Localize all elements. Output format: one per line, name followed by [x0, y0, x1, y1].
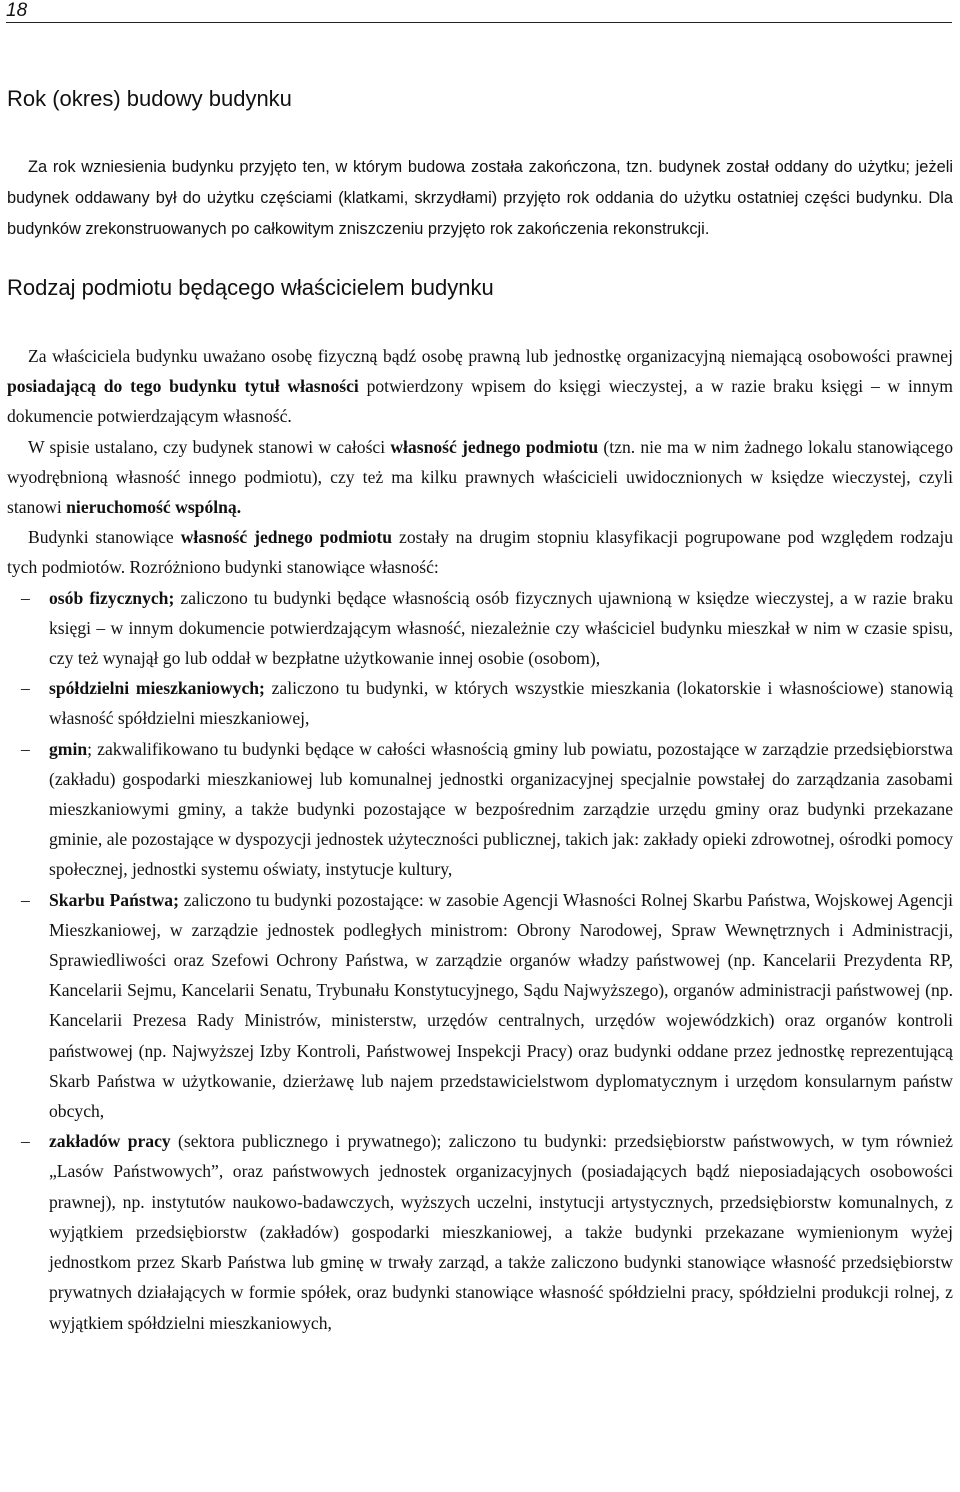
list-item-term: gmin — [49, 738, 88, 759]
paragraph-classification — [7, 522, 953, 582]
list-dash: – — [21, 738, 30, 759]
paragraph-owner-definition — [7, 341, 953, 432]
list-item-text: ; zakwalifikowano tu budynki będące w całości własnością gminy lub powiatu, pozostające w zarządzie przedsiębiorstwa (zakładu) gospodarki mieszkaniowej lub komunalnej jednostki organizacyjnej specjalnie powstałej do zarządzania zasobami mieszkaniowymi gminy, a także budynki pozostające w bezpośrednim zarządzie urzędu gminy oraz budynki przekazane gminie, ale pozostające w dyspozycji jednostek użyteczności publicznej, takich jak: zakłady opieki zdrowotnej, ośrodki pomocy społecznej, jednostki systemu oświaty, instytucje kultury, — [49, 738, 953, 880]
list-dash: – — [21, 889, 30, 910]
paragraph-text: zostały na drugim stopniu klasyfikacji pogrupowane pod względem rodzaju tych podmiotów. Rozróżniono budynki stanowiące własność: — [7, 527, 954, 578]
list-item — [7, 583, 953, 674]
list-item — [7, 734, 953, 885]
bold-phrase: własność jednego podmiotu — [390, 436, 599, 457]
list-item — [7, 673, 953, 733]
list-dash: – — [21, 587, 30, 608]
list-dash: – — [21, 678, 30, 699]
list-item-text: zaliczono tu budynki będące własnością osób fizycznych ujawnioną w księdze wieczystej, a w razie braku księgi – w innym dokumencie potwierdzającym własność, niezależnie czy właściciel budynku mieszkał w nim w czasie spisu, czy też wynajął go lub oddał w bezpłatne użytkowanie innej osobie (osobom), — [49, 587, 953, 669]
header-rule — [6, 22, 952, 23]
paragraph-ownership-check — [7, 432, 953, 523]
bold-phrase: posiadającą do tego budynku tytuł własności — [7, 376, 359, 397]
paragraph-construction-year: Za rok wzniesienia budynku przyjęto ten, w którym budowa została zakończona, tzn. budynek został oddany do użytku; jeżeli budynek oddawany był do użytku częściami (klatkami, skrzydłami) przyjęto rok oddania do użytku ostatniej części budynku. Dla budynków zrekonstruowanych po całkowitym zniszczeniu przyjęto rok zakończenia rekonstrukcji. — [7, 158, 953, 238]
owner-category-list — [7, 583, 953, 1338]
list-item — [7, 885, 953, 1127]
page-content — [7, 86, 953, 1338]
list-item-text: zaliczono tu budynki, w których wszystkie mieszkania (lokatorskie i własnościowe) stanowią własność spółdzielni mieszkaniowej, — [49, 678, 953, 729]
list-item-term: spółdzielni mieszkaniowych; — [49, 678, 265, 699]
bold-phrase: własność jednego podmiotu — [180, 527, 393, 548]
list-item-term: Skarbu Państwa; — [49, 889, 179, 910]
bold-phrase: nieruchomość wspólną. — [66, 497, 242, 518]
page-number: 18 — [6, 0, 28, 21]
list-dash: – — [21, 1131, 30, 1152]
list-item-text: zaliczono tu budynki pozostające: w zasobie Agencji Własności Rolnej Skarbu Państwa, Wojskowej Agencji Mieszkaniowej, w zarządzie jednostek podległych ministrom: Obrony Narodowej, Spraw Wewnętrznych i Administracji, Sprawiedliwości oraz Szefowi Ochrony Państwa, w zarządzie organów władzy państwowej (np. Kancelarii Prezydenta RP, Kancelarii Sejmu, Kancelarii Senatu, Trybunału Konstytucyjnego, Sądu Najwyższego), organów administracji państwowej (np. Kancelarii Prezesa Rady Ministrów, ministerstw, urzędów centralnych, urzędów wojewódzkich) oraz organów kontroli państwowej (np. Najwyższej Izby Kontroli, Państwowej Inspekcji Pracy) oraz budynki oddane przez jednostkę reprezentującą Skarb Państwa w użytkowanie, dzierżawę lub najem przedstawicielstwom dyplomatycznym i urzędom konsularnym państw obcych, — [49, 889, 953, 1122]
section-title-owner-type: Rodzaj podmiotu będącego właścicielem budynku — [7, 275, 494, 300]
list-item-text: (sektora publicznego i prywatnego); zaliczono tu budynki: przedsiębiorstw państwowych, w tym również „Lasów Państwowych”, oraz państwowych jednostek organizacyjnych (posiadających bądź nieposiadających osobowości prawnej), np. instytutów naukowo-badawczych, wyższych uczelni, instytucji artystycznych, przedsiębiorstw komunalnych, z wyjątkiem przedsiębiorstw (zakładów) gospodarki mieszkaniowej, a także budynki przekazane wymienionym wyżej jednostkom przez Skarb Państwa lub gminę w trwały zarząd, a także zaliczono budynki stanowiące własność przedsiębiorstw prywatnych działających w formie spółek, oraz budynki stanowiące własność spółdzielni pracy, spółdzielni produkcji rolnej, z wyjątkiem spółdzielni mieszkaniowych, — [49, 1131, 953, 1333]
list-item-term: zakładów pracy — [49, 1131, 171, 1152]
paragraph-text: potwierdzony wpisem do księgi wieczystej, a w razie braku księgi – w innym dokumencie potwierdzającym własność. — [7, 376, 953, 427]
section-title-construction-year: Rok (okres) budowy budynku — [7, 86, 292, 111]
list-item-term: osób fizycznych; — [49, 587, 175, 608]
paragraph-text: W spisie ustalano, czy budynek stanowi w całości — [28, 436, 391, 457]
paragraph-text: (tzn. nie ma w nim żadnego lokalu stanowiącego wyodrębnioną własność innego podmiotu), czy też ma kilku prawnych właścicieli uwidocznionych w księdze wieczystej, czyli stanowi — [7, 436, 953, 518]
list-item — [7, 1126, 953, 1337]
paragraph-text: Za właściciela budynku uważano osobę fizyczną bądź osobę prawną lub jednostkę organizacyjną niemającą osobowości prawnej — [28, 346, 953, 366]
paragraph-text: Budynki stanowiące — [28, 527, 181, 548]
